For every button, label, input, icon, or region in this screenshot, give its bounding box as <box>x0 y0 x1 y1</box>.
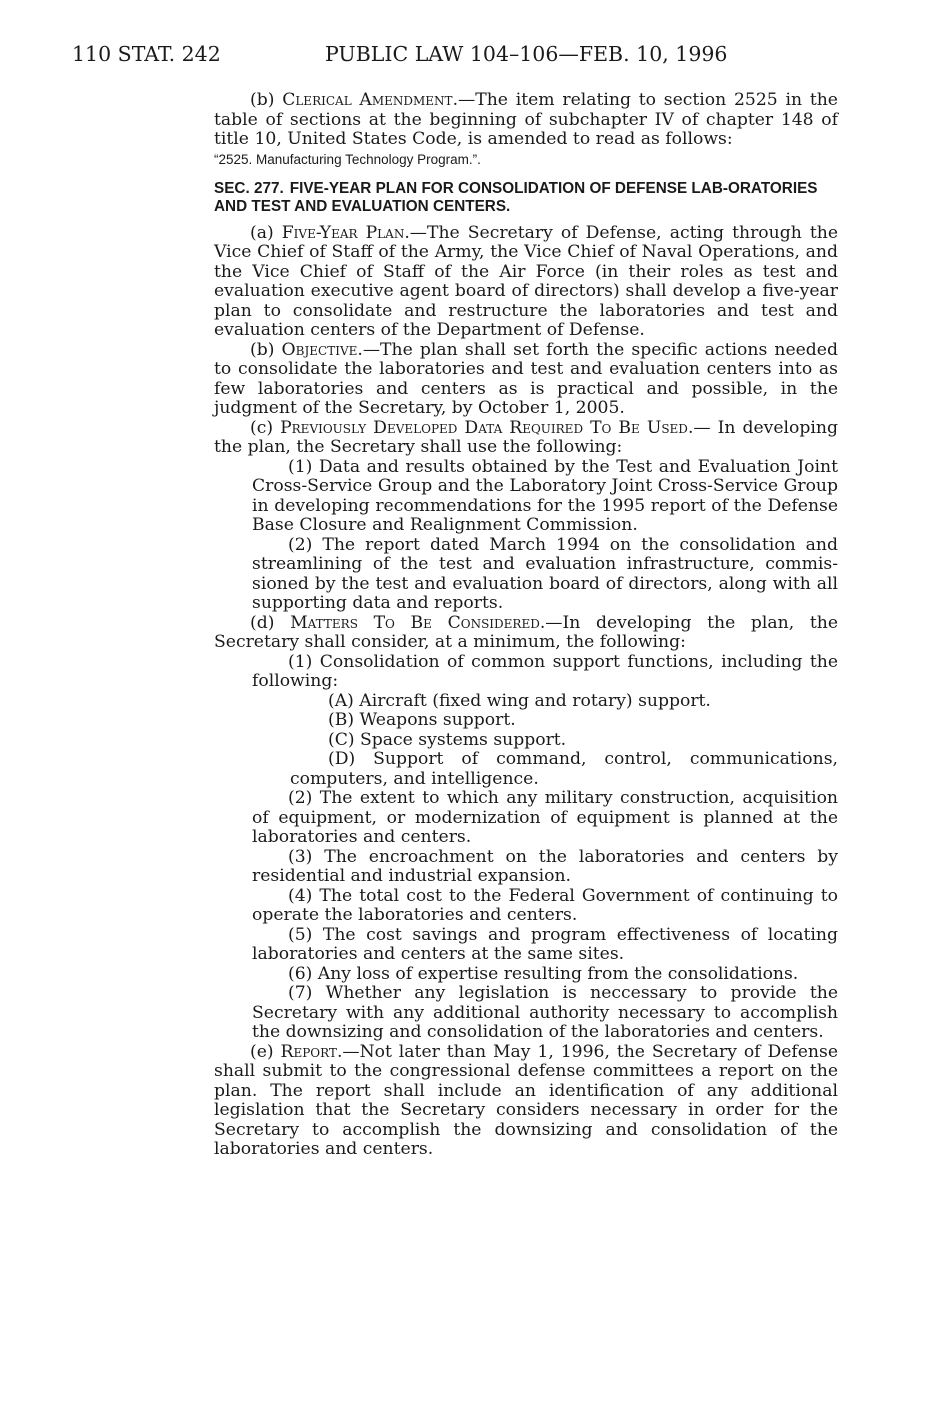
subsection-d-item: (2) The extent to which any military construction, acquisition of equipment, or modernization of equipment is planned at the laboratories and centers. <box>252 788 838 847</box>
subsection-d-item: (5) The cost savings and program effectiveness of locating laboratories and centers at the same sites. <box>252 924 838 964</box>
subsection-b <box>214 341 838 419</box>
clerical-amendment-paragraph <box>214 91 838 150</box>
subsection-c-item: (2) The report dated March 1994 on the consolidation and streamlining of the test and evaluation infrastructure, commissioned by the test and evaluation board of directors, along with all supporting data and reports. <box>252 534 838 613</box>
subsection-a-label: (a) <box>250 222 282 243</box>
subsection-d-item: (1) Consolidation of common support functions, including the following: <box>252 651 838 691</box>
subsection-e-text: .—Not later than May 1, 1996, the Secretary of Defense shall submit to the congressional defense committees a report on the plan. The report shall include an identification of any additional legislation that the Secretary considers necessary in order for the Secretary to accomplish the downsizing and consolidation of the laboratories and centers. <box>214 1041 838 1159</box>
subsection-e-label: (e) <box>250 1041 281 1062</box>
subsection-b-text: .—The plan shall set forth the specific actions needed to consolidate the laboratories and test and evaluation centers into as few laboratories and centers as is practical and possible, in the judgment of the Secretary, by October 1, 2005. <box>214 339 838 418</box>
subsection-d-item: (7) Whether any legislation is neccessary to provide the Secretary with any additional authority necessary to accomplish the downsizing and consolidation of the laboratories and centers. <box>252 983 838 1042</box>
subsection-d <box>214 614 838 653</box>
subsection-c-item: (1) Data and results obtained by the Test and Evaluation Joint Cross-Service Group and the Laboratory Joint Cross-Service Group in developing recommendations for the 1995 report of the Defense Base Closure and Realignment Commission. <box>252 456 838 535</box>
subsection-d-item: (4) The total cost to the Federal Government of continuing to operate the laboratories and centers. <box>252 885 838 925</box>
section-number: SEC. 277. <box>214 179 284 197</box>
subsection-d-subitem: (B) Weapons support. <box>328 710 516 730</box>
paragraph-text: .—The item relating to section 2525 in the table of sections at the beginning of subchapter IV of chapter 148 of title 10, United States Code, is amended to read as follows: <box>214 90 838 149</box>
subsection-d-subitem: (C) Space systems support. <box>328 729 567 750</box>
subsection-d-item: (6) Any loss of expertise resulting from the consolidations. <box>288 963 799 984</box>
subsection-d-label: (d) <box>250 612 291 633</box>
subsection-d-subitem: (A) Aircraft (fixed wing and rotary) support. <box>328 690 711 711</box>
subsection-c-heading: Previously Developed Data Required To Be Used <box>280 417 688 438</box>
subsection-a <box>214 224 838 341</box>
subsection-c-label: (c) <box>250 417 281 438</box>
paragraph-heading: Clerical Amendment <box>282 90 453 110</box>
subsection-a-heading: Five-Year Plan <box>281 222 405 243</box>
section-heading <box>214 180 838 216</box>
public-law-reference: PUBLIC LAW 104–106—FEB. 10, 1996 <box>325 42 728 66</box>
document-body <box>214 91 838 1160</box>
subsection-a-text: .—The Secretary of Defense, acting through the Vice Chief of Staff of the Army, the Vice Chief of Naval Operations, and the Vice Chief of Staff of the Air Force (in their roles as test and evaluation executive agent board of directors) shall develop a five-year plan to consolidate and restructure the laboratories and test and evaluation centers of the Department of Defense. <box>214 222 839 340</box>
subsection-d-text: .—In developing the plan, the Secretary shall consider, at a minimum, the following: <box>214 612 838 652</box>
subsection-c <box>214 419 838 458</box>
subsection-b-label: (b) <box>250 339 282 360</box>
stat-reference: 110 STAT. 242 <box>72 42 221 66</box>
subsection-e-heading: Report <box>280 1041 337 1062</box>
subsection-c-text: .— In developing the plan, the Secretary shall use the following: <box>214 417 838 457</box>
subsection-d-subitem: (D) Support of command, control, communications, computers, and intelligence. <box>290 749 838 789</box>
subsection-e <box>214 1043 838 1160</box>
paragraph-label: (b) <box>250 90 283 110</box>
section-title: FIVE-YEAR PLAN FOR CONSOLIDATION OF DEFENSE LAB-ORATORIES AND TEST AND EVALUATION CENTERS. <box>214 179 818 215</box>
clerical-table-item: “2525. Manufacturing Technology Program.”. <box>214 151 481 167</box>
subsection-b-heading: Objective <box>281 339 358 360</box>
subsection-d-item: (3) The encroachment on the laboratories and centers by residential and industrial expansion. <box>252 846 838 886</box>
subsection-d-heading: Matters To Be Considered <box>290 612 540 633</box>
